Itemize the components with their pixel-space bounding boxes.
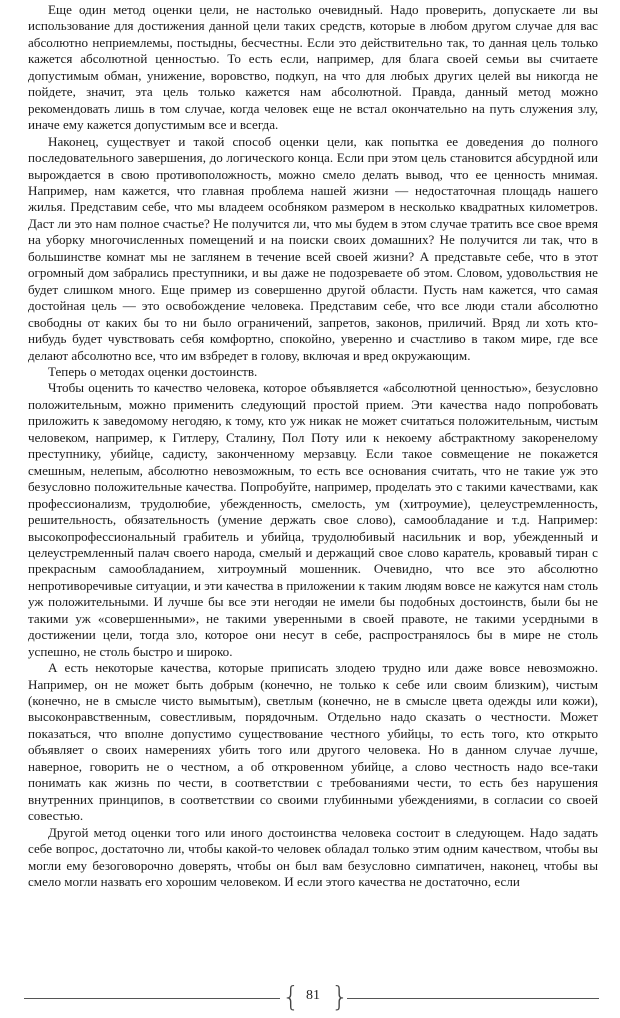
paragraph: Теперь о методах оценки достоинств. xyxy=(48,363,258,379)
page-footer xyxy=(0,980,620,1018)
paragraph: А есть некоторые качества, которые приписать злодею трудно или даже вовсе невозможно. Например, он не может быть добрым (конечно, не только к себе или своим близким), чистым (конечно, не в смысле чисто вымытым), светлым (конечно, не в смысле цвета одежды или кожи), высоконравственным, совестливым, порядочным. Отдельно надо сказать о честности. Может показаться, что вполне допустимо существование честного убийцы, то есть того, кто открыто объявляет о своих намерениях убить того или другого человека. Но в данном случае лучше, наверное, говорить не о честном, а об откровенном убийце, а слово честность надо все-таки понимать как жизнь по чести, в соответствии с требованиями чести, то есть без нарушения внутренних принципов, в соответствии со своими глубинными убеждениями, в согласии со своей совестью. xyxy=(28,660,598,824)
left-brace-ornament: { xyxy=(282,980,300,1013)
paragraph: Еще один метод оценки цели, не настолько очевидный. Надо проверить, допускаете ли вы использование для достижения данной цели таких средств, которые в любом другом случае для вас абсолютно неприемлемы, постыдны, бесчестны. Если это действительно так, то данная цель только кажется абсолютной ценностью. То есть если, например, для блага своей семьи вы считаете допустимым обман, унижение, воровство, подкуп, на что для любых других целей вы никогда не пойдете, значит, эта цель только кажется нам абсолютной. Правда, данный метод можно рекомендовать лишь в том случае, когда человек еще не встал окончательно на путь служения злу, иначе ему кажется допустимым все и всегда. xyxy=(28,2,598,133)
right-brace-ornament: } xyxy=(331,980,349,1013)
body-text xyxy=(28,2,598,890)
paragraph: Чтобы оценить то качество человека, которое объявляется «абсолютной ценностью», безусловно положительным, можно применить следующий простой прием. Эти качества надо попробовать приложить к заведомому негодяю, к тому, кто уж никак не может считаться положительным, чистым человеком, например, к Гитлеру, Сталину, Пол Поту или к некоему абстрактному закоренелому преступнику, убийце, садисту, законченному мерзавцу. Если такое совмещение не покажется смешным, нелепым, абсолютно невозможным, то есть все основания считать, что не такие уж это безусловно положительные качества. Попробуйте, например, проделать это с такими качествами, как профессионализм, трудолюбие, убежденность, смелость, ум (хитроумие), целеустремленность, решительность, обязательность (умение держать свое слово), самообладание и т.д. Например: высокопрофессиональный грабитель и убийца, трудолюбивый насильник и вор, убежденный и целеустремленный палач своего народа, смелый и держащий свое слово каратель, кровавый тиран с прекрасным самообладанием, хитроумный мошенник. Очевидно, что все это абсолютно непротиворечивые ситуации, и эти качества в приложении к таким людям вовсе не кажутся нам столь уж положительными. И лучше бы все эти негодяи не имели бы подобных достоинств, были бы не такими уж «совершенными», не такими уверенными в своей правоте, не такими усердными в достижении цели, тогда зло, которое они несут в себе, распространялось бы в мире не столь успешно, не столь быстро и широко. xyxy=(28,380,598,659)
footer-rule-right xyxy=(347,998,599,999)
paragraph: Другой метод оценки того или иного достоинства человека состоит в следующем. Надо задать себе вопрос, достаточно ли, чтобы какой-то человек обладал только этим одним качеством, чтобы вы могли ему безоговорочно доверять, чтобы он был вам безусловно симпатичен, наконец, чтобы вы смело могли назвать его хорошим человеком. И если этого качества не достаточно, если xyxy=(28,824,598,890)
footer-rule-left xyxy=(24,998,280,999)
paragraph: Наконец, существует и такой способ оценки цели, как попытка ее доведения до полного последовательного завершения, до логического конца. Если при этом цель становится абсурдной или вырождается в свою противоположность, можно смело делать вывод, что ее ценность мнимая. Например, нам кажется, что главная проблема нашей жизни — недостаточная площадь нашего жилья. Представим себе, что мы владеем особняком размером в несколько квадратных километров. Даст ли это нам полное счастье? Не получится ли, что мы будем в этом случае тратить все свое время на уборку многочисленных помещений и на поиски своих домашних? Не получится ли так, что в большинстве комнат мы не заглянем в течение всей своей жизни? А представьте себе, что в этот огромный дом забрались преступники, и вы даже не подозреваете об этом. Словом, удовольствия не будет слишком много. Еще пример из совершенно другой области. Пусть нам кажется, что самая достойная цель — это освобождение человека. Представим себе, что все люди стали абсолютно свободны от каких бы то ни было ограничений, запретов, законов, приличий. Вряд ли хоть кто-нибудь будет чувствовать себя комфортно, спокойно, уверенно и счастливо в таком мире, где все делают абсолютно все, что им взбредет в голову, включая и вред окружающим. xyxy=(28,133,598,363)
page-number: 81 xyxy=(306,988,320,1003)
